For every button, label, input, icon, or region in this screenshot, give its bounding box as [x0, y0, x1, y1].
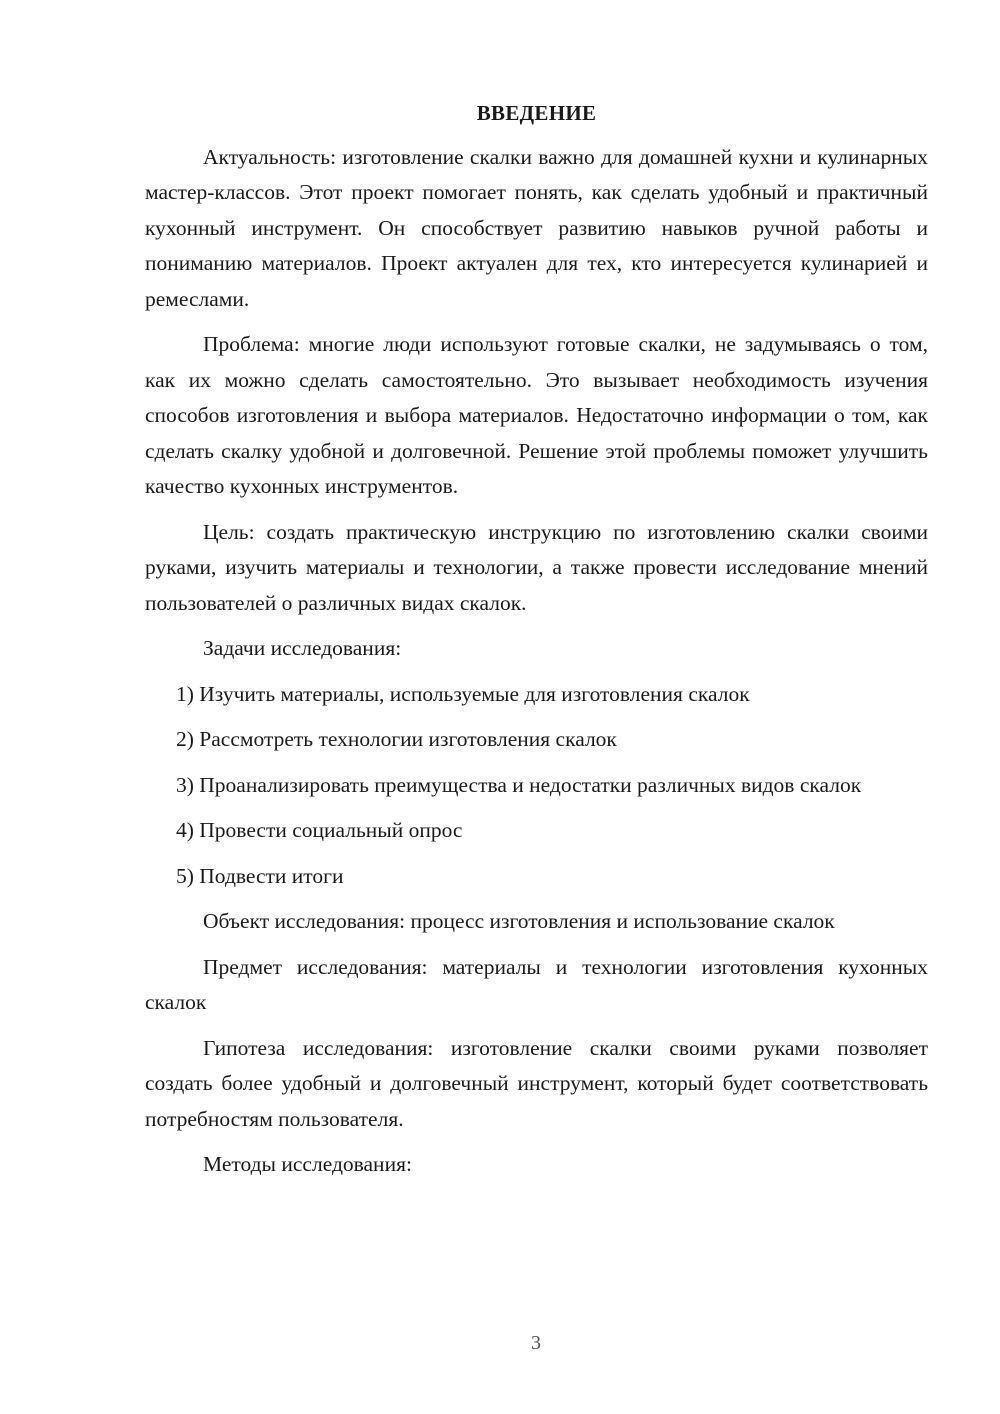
- paragraph-hypothesis: Гипотеза исследования: изготовление скалки своими руками позволяет создать более удобный и долговечный инструмент, который будет соответствовать потребностям пользователя.: [145, 1035, 928, 1131]
- methods-heading: Методы исследования:: [203, 1152, 412, 1176]
- page-title: ВВЕДЕНИЕ: [476, 101, 597, 125]
- task-item: 2) Рассмотреть технологии изготовления скалок: [176, 727, 617, 751]
- paragraph-relevance: Актуальность: изготовление скалки важно для домашней кухни и кулинарных мастер-классов. Этот проект помогает понять, как сделать удобный и практичный кухонный инструмент. Он способствует развитию навыков ручной работы и пониманию материалов. Проект актуален для тех, кто интересуется кулинарией и ремеслами.: [145, 144, 928, 311]
- tasks-heading: Задачи исследования:: [203, 636, 402, 660]
- page-number: 3: [531, 1332, 541, 1354]
- paragraph-subject: Предмет исследования: материалы и технологии изготовления кухонных скалок: [145, 954, 928, 1014]
- document-page: [145, 96, 928, 1193]
- paragraph-problem: Проблема: многие люди используют готовые скалки, не задумываясь о том, как их можно сделать самостоятельно. Это вызывает необходимость изучения способов изготовления и выбора материалов. Недостаточно информации о том, как сделать скалку удобной и долговечной. Решение этой проблемы поможет улучшить качество кухонных инструментов.: [145, 332, 928, 498]
- task-item: 3) Проанализировать преимущества и недостатки различных видов скалок: [176, 772, 862, 797]
- task-item: 4) Провести социальный опрос: [176, 818, 463, 842]
- task-item: 1) Изучить материалы, используемые для изготовления скалок: [176, 681, 750, 706]
- task-item: 5) Подвести итоги: [176, 863, 344, 888]
- paragraph-goal: Цель: создать практическую инструкцию по изготовлению скалки своими руками, изучить материалы и технологии, а также провести исследование мнений пользователей о различных видах скалок.: [145, 519, 928, 615]
- paragraph-object: Объект исследования: процесс изготовления и использование скалок: [203, 909, 835, 933]
